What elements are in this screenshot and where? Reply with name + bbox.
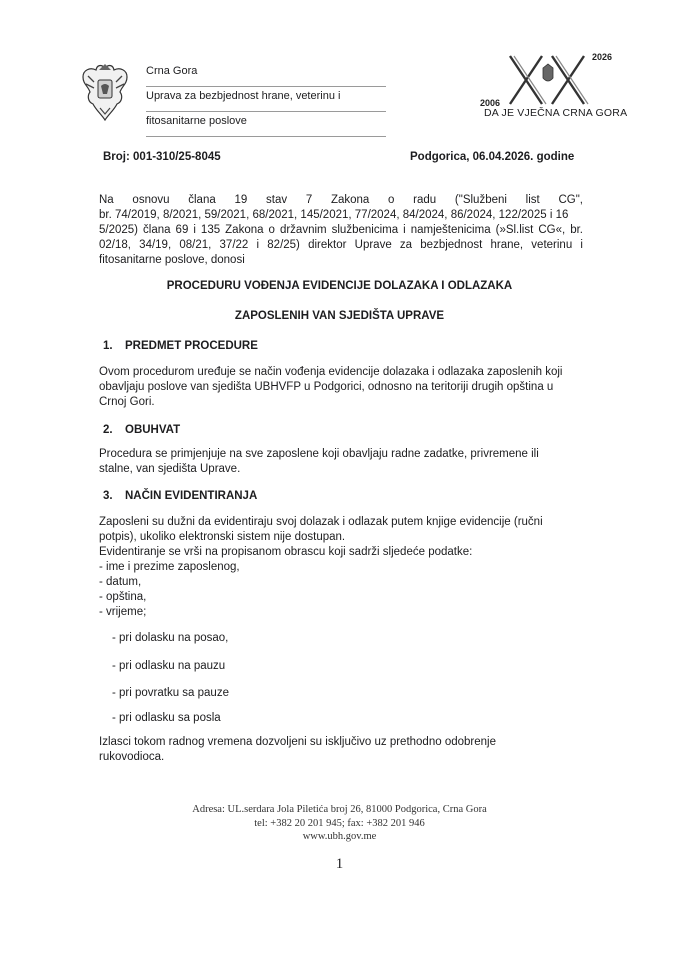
document-number: Broj: 001-310/25-8045 <box>103 151 221 163</box>
body-line: potpis), ukoliko elektronski sistem nije dostupan. <box>99 531 346 543</box>
section-heading-nacin <box>103 489 257 504</box>
body-line: Evidentiranje se vrši na propisanom obrascu koji sadrži sljedeće podatke: <box>99 546 473 558</box>
time-entry-item: - pri povratku sa pauze <box>112 687 229 699</box>
document-title-line-2: ZAPOSLENIH VAN SJEDIŠTA UPRAVE <box>234 310 445 322</box>
footer-phone: tel: +382 20 201 945; fax: +382 201 946 <box>254 817 425 829</box>
organization-block <box>146 64 386 139</box>
intro-paragraph <box>99 193 583 268</box>
section-number: 1. <box>103 340 113 352</box>
time-entry-item: - pri odlasku sa posla <box>112 712 221 724</box>
footer-address: Adresa: UL.serdara Jola Piletića broj 26, 81000 Podgorica, Crna Gora <box>192 804 487 815</box>
logo-year-end: 2026 <box>592 52 613 62</box>
footer-contact <box>0 803 679 844</box>
org-line-agency: Uprava za bezbjednost hrane, veterinu i <box>146 89 386 112</box>
body-line: stalne, van sjedišta Uprave. <box>99 463 241 475</box>
section-body-predmet <box>99 365 583 410</box>
logo-caption: DA JE VJEČNA CRNA GORA <box>484 107 628 119</box>
list-item: - vrijeme; <box>99 606 147 618</box>
intro-line: fitosanitarne poslove, donosi <box>99 254 245 266</box>
org-line-agency-cont: fitosanitarne poslove <box>146 114 386 137</box>
document-title-line-1: PROCEDURU VOĐENJA EVIDENCIJE DOLAZAKA I ODLAZAKA <box>166 280 513 292</box>
section-title: OBUHVAT <box>125 424 181 436</box>
body-line: obavljaju poslove van sjedišta UBHVFP u Podgorici, odnosno na teritoriji drugih opština u <box>99 381 554 393</box>
time-entry-item: - pri dolasku na posao, <box>112 632 229 644</box>
section-number: 3. <box>103 490 113 502</box>
section-title: PREDMET PROCEDURE <box>125 340 258 352</box>
logo-year-start: 2006 <box>480 98 501 108</box>
section-body-nacin <box>99 515 583 560</box>
section-heading-predmet <box>103 339 258 354</box>
body-line: Zaposleni su dužni da evidentiraju svoj dolazak i odlazak putem knjige evidencije (ručni <box>99 516 543 528</box>
intro-line: br. 74/2019, 8/2021, 59/2021, 68/2021, 145/2021, 77/2024, 84/2024, 86/2024, 122/2025 i 16 <box>99 209 569 221</box>
section-body-obuhvat <box>99 447 583 477</box>
section-number: 2. <box>103 424 113 436</box>
page-number: 1 <box>335 856 344 872</box>
body-line: Izlasci tokom radnog vremena dozvoljeni su isključivo uz prethodno odobrenje <box>99 736 496 748</box>
list-item: - datum, <box>99 576 142 588</box>
list-item: - ime i prezime zaposlenog, <box>99 561 240 573</box>
record-fields-list <box>99 560 240 620</box>
section-heading-obuhvat <box>103 423 180 438</box>
closing-paragraph <box>99 735 583 765</box>
intro-line: 5/2025) člana 69 i 135 Zakona o državnim službenicima i namještenicima (»Sl.list CG«, br. <box>99 224 583 236</box>
coat-of-arms-emblem <box>80 62 130 124</box>
list-item: - opština, <box>99 591 147 603</box>
section-title: NAČIN EVIDENTIRANJA <box>125 490 258 502</box>
body-line: Procedura se primjenjuje na sve zaposlene koji obavljaju radne zadatke, privremene ili <box>99 448 539 460</box>
body-line: rukovodioca. <box>99 751 165 763</box>
body-line: Ovom procedurom uređuje se način vođenja evidencije dolazaka i odlazaka zaposlenih koji <box>99 366 563 378</box>
intro-line: 02/18, 34/19, 08/21, 37/22 i 82/25) direktor Uprave za bezbjednost hrane, veterinu i <box>99 239 583 251</box>
intro-line: Na osnovu člana 19 stav 7 Zakona o radu ("Službeni list CG", <box>99 194 583 206</box>
footer-website: www.ubh.gov.me <box>302 831 377 842</box>
time-entry-item: - pri odlasku na pauzu <box>112 660 226 672</box>
org-line-country: Crna Gora <box>146 64 386 87</box>
body-line: Crnoj Gori. <box>99 396 155 408</box>
document-date: Podgorica, 06.04.2026. godine <box>410 151 575 163</box>
